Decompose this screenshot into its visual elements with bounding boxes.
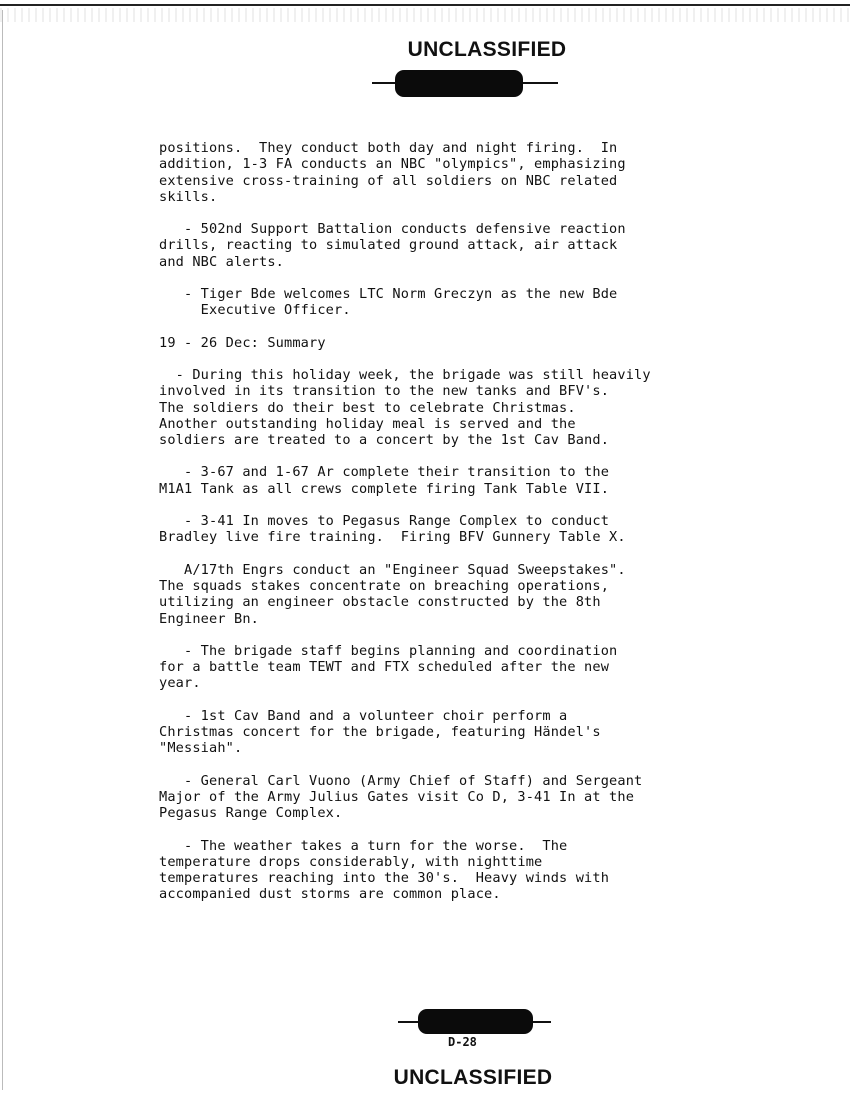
section-heading-summary: 19 - 26 Dec: Summary bbox=[159, 334, 326, 351]
page-number: D-28 bbox=[448, 1035, 477, 1049]
paragraph-engineer-sweepstakes: A/17th Engrs conduct an "Engineer Squad Sweepstakes". The squads stakes concentrate on breaching operations, utilizing an engineer obstacle constructed by the 8th Engineer Bn. bbox=[159, 561, 626, 627]
top-border-line bbox=[0, 4, 850, 6]
paragraph-positions: positions. They conduct both day and night firing. In addition, 1-3 FA conducts an NBC "olympics", emphasizing extensive cross-training of all soldiers on NBC related skills. bbox=[159, 140, 626, 205]
paragraph-pegasus-range: - 3-41 In moves to Pegasus Range Complex to conduct Bradley live fire training. Firing BFV Gunnery Table X. bbox=[159, 513, 626, 546]
paragraph-tiger-bde: - Tiger Bde welcomes LTC Norm Greczyn as the new Bde Executive Officer. bbox=[184, 286, 618, 319]
body-text bbox=[159, 140, 769, 903]
classification-header: UNCLASSIFIED bbox=[407, 38, 567, 61]
paragraph-general-visit: - General Carl Vuono (Army Chief of Staff) and Sergeant Major of the Army Julius Gates visit Co D, 3-41 In at the Pegasus Range Complex. bbox=[159, 772, 643, 822]
classification-footer: UNCLASSIFIED bbox=[393, 1066, 553, 1089]
paragraph-support-battalion: - 502nd Support Battalion conducts defensive reaction drills, reacting to simulated ground attack, air attack and NBC alerts. bbox=[159, 221, 626, 270]
paragraph-m1a1-transition: - 3-67 and 1-67 Ar complete their transition to the M1A1 Tank as all crews complete firing Tank Table VII. bbox=[159, 464, 610, 497]
redaction-block-top bbox=[395, 70, 523, 97]
paragraph-brigade-staff: - The brigade staff begins planning and coordination for a battle team TEWT and FTX scheduled after the new year. bbox=[159, 642, 618, 692]
left-edge-line bbox=[2, 10, 3, 1090]
paragraph-weather: - The weather takes a turn for the worse. The temperature drops considerably, with nighttime temperatures reaching into the 30's. Heavy winds with accompanied dust storms are common place. bbox=[159, 837, 610, 903]
paragraph-holiday-week: - During this holiday week, the brigade was still heavily involved in its transition to the new tanks and BFV's. The soldiers do their best to celebrate Christmas. Another outstanding holiday meal is served and the soldiers are treated to a concert by the 1st Cav Band. bbox=[159, 366, 651, 449]
scan-noise bbox=[0, 8, 850, 22]
paragraph-christmas-concert: - 1st Cav Band and a volunteer choir perform a Christmas concert for the brigade, featuring Händel's "Messiah". bbox=[159, 707, 601, 757]
redaction-block-bottom bbox=[418, 1009, 533, 1034]
